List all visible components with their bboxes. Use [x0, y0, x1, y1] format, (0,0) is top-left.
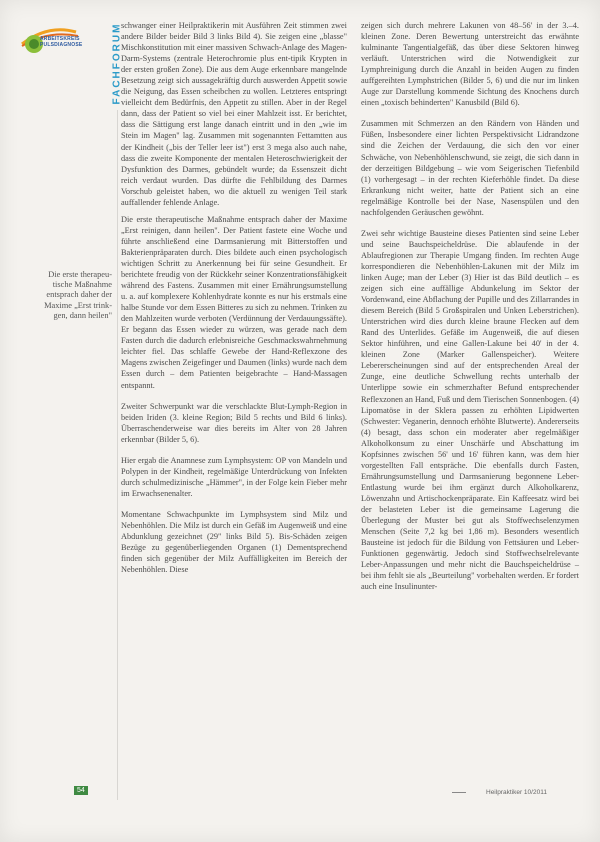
- paragraph: Die erste therapeutische Maßnahme entsprach daher der Maxime „Erst reinigen, dann heilen". Der Patient fastete eine Woche und führte anschließend eine Darmsanierung mit Bitterstoffen und Bakterienpräparaten durch. Dies bildete auch einen psychologisch wichtigen Schritt zu Anerkennung bei für seine Gesundheit. Er berichtete freudig von der Rückkehr seiner Konzentrationsfähigkeit während des Fastens. Zusammen mit einer Ernährungsumstellung u. a. auf komplexere Kohlenhydrate konnte es nur his erstmals eine halbe Stunde vor dem Essen Bitteres zu sich zu nehmen. Trinken zu den Mahlzeiten wurde verboten (Verdünnung der Verdauungssäfte). Er begann das Essen wieder zu würzen, was gerade nach dem Fasten durch die dadurch erlebnisreiche Geschmackswahrnehmung leichter fiel. Das schlaffe Gewebe der Hand-Reflexzone des Magens zwischen Zeigefinger und Daumen (links) wurde nach dem Essen durch – dem Patienten beigebrachte – Hand-Massagen entspannt.: [121, 214, 347, 390]
- footer-issue: Heilpraktiker 10/2011: [486, 789, 547, 796]
- column-divider: [117, 110, 118, 800]
- pull-quote-line: Maxime „Erst trink-: [44, 300, 112, 310]
- paragraph: Hier ergab die Anamnese zum Lymphsystem: OP von Mandeln und Polypen in der Kindheit, regelmäßige Unterdrückung von Infekten durch schulmedizinische „Hämmer", in der Folge kein Fieber mehr im Erwachsenenalter.: [121, 455, 347, 498]
- logo-line-1: ARBEITSKREIS: [40, 36, 80, 42]
- footer-rule: [452, 792, 466, 793]
- paragraph: Zusammen mit Schmerzen an den Rändern von Händen und Füßen, Insbesondere einer lichten Perspektivsicht Lidrandzone sind die Zeichen der Verdauung, die sich den vor einer Schwäche, von Nebenhöhlenschwund, sie zeigt, die sich dann in der derzeitigen Bildgebung – wie vom Seigerischen Tiefenbild (1) vorhergesagt – in der rechten Kieferhöhle findet. Da diese Erkrankung nicht weiter, hatte der Patient sich an eine regelmäßige Kontrolle bei der Nase, Nasenspülen und den nachfolgenden Geräuschen gewöhnt.: [361, 119, 579, 217]
- pull-quote: [32, 270, 112, 321]
- section-label-text: FACHFORUM: [111, 22, 123, 104]
- article-column-right: [361, 20, 579, 602]
- article-column-left: [121, 20, 347, 585]
- page-number: 54: [74, 786, 88, 795]
- paragraph: Zwei sehr wichtige Bausteine dieses Patienten sind seine Leber und seine Bauchspeicheldrüse. Die ablaufende in der Ablaufregionen zur Therapie Umgang finden. Im rechten Auge korrespondieren die Nebenhöhlen-Lakunen mit der Milz im linken Auge; man der Leber (3) Hier ist das Bild deutlich – es zeigen sich eine auffällige Abdunkelung im Sektor der Vordenwand, eine Abflachung der Pupille und des Zillarrandes in diesem Bereich (Bild 5 Großspiralen und Unken Leberstrichen). Unterstrichen wird dies durch kleine braune Flecken auf dem Rand des Unterlides. Gefäße im Augenweiß, die auf diesen Sektor hinführen, und eine Gallen-Lakune bei 40' in der 4. kleinen Zone (Marker Gallenspeicher). Weitere Lebererscheinungen sind auf der entsprechenden Areal der Zunge, eine deutliche Schwellung rechts unterhalb der Unterlippe sowie ein schmerzhafter Befund entsprechender Reflexzonen an Hand, Fuß und dem Tierischen Sonnenbogen. (4) Lipomatöse in der Sklera passen zu erhöhten Lipidwerten (Schwester: Veganerin, dennoch erhöhte Blutwerte). Andererseits (4) besagt, dass schon ein moderater aber regelmäßiger Alkoholkonsum zu einer Unschärfe und Abschattung im Kopfsinnes zwischen 56' und 16' führen kann, was dem hier vorgestellten Fall entspräche. Die ebenfalls durch Fasten, Ernährungsumstellung und Darmsanierung begonnene Leber-Entlastung wurde bei ihm ergänzt durch Alkoholkarenz, Löwenzahn und Artischockenpräparate. Ein Kaffeesatz wird bei der belasteten Leber ist die gemeinsame Lagerung die Überlegung der Muster bei gut als Stoffwechselenzymen Menschen (Seite 7,2 kg bei 1,86 m). Besonders wesentlich Bausteine ist jedoch für die Bildung von Fettsäuren und Leber-Funktionen gegenwärtig. Jedoch sind Stoffwechselrelevante Leber-Anpassungen und mehr nicht die Bauchspeicheldrüse – bei ihm fehlt sie als „Beurteilung" vorbehalten werden. Er fordert auch eine Insulinunter-: [361, 228, 579, 592]
- pull-quote-line: entsprach daher der: [46, 290, 112, 300]
- logo-line-2: PULSDIAGNOSE: [40, 42, 83, 48]
- pull-quote-line: tische Maßnahme: [52, 280, 112, 290]
- paragraph: Zweiter Schwerpunkt war die verschlackte Blut-Lymph-Region in beiden Iriden (3. kleine Region; Bild 5 rechts und Bild 6 links). Überraschenderweise war dies bereits im Alter von 28 Jahren erkennbar (Bilder 5, 6).: [121, 401, 347, 444]
- paragraph: zeigen sich durch mehrere Lakunen von 48–56' in der 3.–4. kleinen Zone. Deren Bewertung unterstreicht das erwähnte kulminante Tangentialgefäß, das über diese Sektoren hinweg verläuft. Unterstrichen wird die Notwendigkeit zur Lymphreinigung durch die Anzahl in beiden Augen zu finden auffgereihten Lymphstrichen (Bilder 5, 6) und die nur im linken Auge zur Darstellung kommende Sichtung des Knochens durch einen „toxisch behinderten" Kanusbild (Bild 6).: [361, 21, 579, 108]
- paragraph: schwanger einer Heilpraktikerin mit Ausführen Zeit stimmen zwei andere Bilder beider Bild 3 links Bild 4). Sie zeigen eine „blasse" Mischkonstitution mit einer massiven Schwach-Anlage des Magen-Darm-Systems (zentrale Heterochromie plus ent-tipik Krypten in der ersten großen Zone). Die aus dem Auge erkennbare mangelnde Besetzung zeigt sich aussagekräftig durch auswerden Appetit sowie die Neigung, das Essen scheibchen zu wollen. Letzteres entspringt vielleicht dem Bedürfnis, den Appetit zu stillen. Aber in der Regel dann, dass der Patient so viel bei einer Mahlzeit isst. Er berichtet, dass die Sättigung erst lange danach eintritt und in den „wie im Stein im Magen" lag. Zusammen mit sogenannten Fettamtten aus der Kindheit („bis der Teller leer ist") erst 3 mega also auch nahe, dass die zweite Komponente der mentalen Heteroschwierigkeit der Dysfunktion des Darmes, gebündelt wurde; da Essenszeit dicht reich verdaut wurden. Das dürfte die Fehlbildung des Darmes Vorschub geleistet haben, wo die aktuell zu wenigen Teil stark auffallender fehlende Anlage.: [121, 21, 347, 207]
- pull-quote-line: Die erste therapeu-: [48, 270, 112, 279]
- logo-text: [40, 36, 82, 48]
- pull-quote-line: gen, dann heilen": [53, 310, 112, 320]
- paragraph: Momentane Schwachpunkte im Lymphsystem sind Milz und Nebenhöhlen. Die Milz ist durch ein Gefäß im Augenweiß und eine Abdunklung gezeichnet (29" links Bild 5). Bis-Schäden zeigen Bezüge zu gegenüberliegenden Organen (1) Dementsprechend finden sich gegenüber der Milz Auffälligkeiten im Bereich der Nebenhöhlen. Diese: [121, 509, 347, 575]
